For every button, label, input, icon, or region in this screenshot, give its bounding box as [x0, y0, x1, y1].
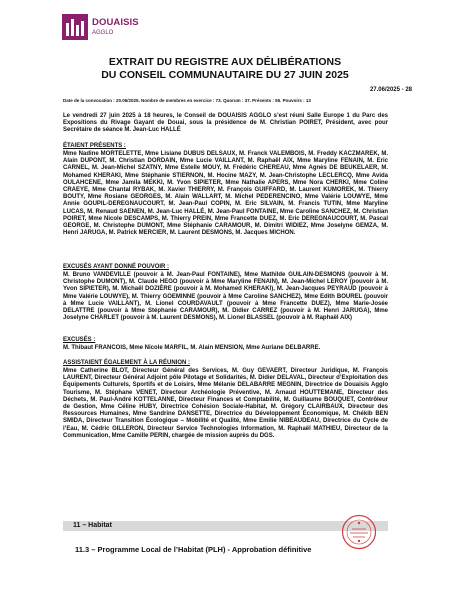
agenda-item-title: 11.3 – Programme Local de l’Habitat (PLH) - Approbation définitive	[75, 545, 312, 554]
excuses-list: M. Thibaut FRANCOIS, Mme Nicole MARFIL, M. Alain MENSION, Mme Auriane DELBARRE.	[63, 345, 321, 351]
meeting-info-line: Date de la convocation : 20.06/2025. Nombre de membres en exercice : 73. Quorum : 37. Présents : 55. Pouvoirs : 13	[63, 98, 311, 103]
douaisis-logo-icon	[62, 14, 88, 40]
intro-paragraph: Le vendredi 27 juin 2025 à 18 heures, le Conseil de DOUAISIS AGGLO s’est réuni Salle Europe 1 du Parc des Expositions du Rivage Gayant de Douai, sous la présidence de M. Christian POIRET, Président, avec pour Secrétaire de séance M. Jean-Luc HALLÉ	[63, 113, 388, 134]
assistaient-list: Mme Catherine BLOT, Directeur Général des Services, M. Guy GEVAERT, Directeur Juridique, M. François LAURENT, Directeur Général Adjoint pôle Pilotage et Solidarités, M. Didier DELAVAL, Directeur d’Exploitation des Équipements Culturels, Sportifs et de Loisirs, Mme Mélanie DELABARRE MEGNIN, Directrice de Douaisis Agglo Tourisme, M. Stéphane VENET, Directeur Archéologie Préventive, M. Arnaud HOUTTEMANE, Directeur des Déchets, M. Paul-André KOTTELANNE, Directeur Finances et Comptabilité, M. Guillaume BOUQUET, Contrôleur de Gestion, Mme Céline HUBY, Directrice Cohésion Sociale-Habitat, M. Grégory CLAIRBAUX, Directeur des Ressources Humaines, Mme Sandrine DANSETTE, Directrice du Développement Économique, M. Chékib BEN SMIDA, Directeur Transition Écologique – Mobilité et Qualité, Mme Emilie NIBEAUDEAU, Directrice du Cycle de l’Eau, M. Cédric GILLERON, Directeur Service Technologies Information, M. Raphaël MATHIEU, Directeur de la Communication, Mme Camille PERIN, chargée de mission auprès du DGS.	[63, 368, 388, 439]
douaisis-agglo-logo	[62, 14, 152, 48]
section-bar	[63, 521, 388, 531]
presents-heading: ÉTAIENT PRÉSENTS :	[63, 143, 126, 149]
document-title-line-2: DU CONSEIL COMMUNAUTAIRE DU 27 JUIN 2025	[101, 69, 349, 81]
logo-name: DOUAISIS	[92, 17, 139, 28]
logo-subtitle: AGGLO	[92, 30, 114, 36]
assistaient-heading: ASSISTAIENT ÉGALEMENT À LA RÉUNION :	[63, 360, 191, 366]
document-title-line-1: EXTRAIT DU REGISTRE AUX DÉLIBÉRATIONS	[108, 56, 342, 68]
section-bar-label: 11 – Habitat	[73, 522, 112, 529]
pouvoirs-list: M. Bruno VANDEVILLE (pouvoir à M. Jean-Paul FONTAINE), Mme Mathilde GUILAIN-DESMONS (pouvoir à M. Christophe DUMONT), M. Claude HEGO (pouvoir à Mme Maryline FENAIN), M. Jean-Michel LEROY (pouvoir à M. Yvon SIPIETER), M. Michaël DOZIÈRE (pouvoir à M. Mohamed KHERAKI), M. Jean-Jacques PEYRAUD (pouvoir à Mme Valérie LOUWYE), M. Thierry GOEMINNE (pouvoir à Mme Caroline SANCHEZ), Mme Edith BOUREL (pouvoir à Mme Lucie VAILLANT), M. Lionel COURDAVAULT (pouvoir à Mme Francette DUEZ), Mme Marie-Josée DELATTRE (pouvoir à Mme Stéphanie CARAMOUR), M. Didier CARREZ (pouvoir à M. Henri JARUGA), Mme Joselyne CHARLET (pouvoir à M. Laurent DESMONS), M. Lionel BLASSEL (pouvoir à M. Raphaël AIX)	[63, 272, 388, 322]
presents-list: Mme Nadine MORTELETTE, Mme Lisiane DUBUS DELSAUX, M. Franck VALEMBOIS, M. Freddy KACZMAREK, M. Alain DUPONT, M. Christian DORDAIN, Mme Lucie VAILLANT, M. Raphaël AIX, Mme Maryline FENAIN, M. Eric CARNEL, M. Jean-Michel SZATNY, Mme Estelle MOUY, M. Frédéric CHEREAU, Mme Agnès DE BEUKELAER, M. Mohamed KHERAKI, Mme Stéphanie STIERNON, M. Hocine MAZY, M. Jean-Christophe LECLERCQ, Mme Avida OULAHCENE, Mme Jamila MEKKI, M. Yvon SIPIETER, Mme Nathalie APERS, Mme Nora CHERKI, Mme Coline CRAEYE, Mme Chantal RYBAK, M. Xavier THIERRY, M. François GUIFFARD, M. Laurent KUMOREK, M. Thierry BOUTY, Mme Rosiane GEORGES, M. Alain WALLART, M. Michel PEDERENCINO, Mme Valérie LOUWYE, Mme Annie GOUPIL-DEREGNAUCOURT, M. Jean-Paul COPIN, M. Eric SILVAIN, M. Francis TUTIN, Mme Maryline LUCAS, M. Renaud SAENEN, M. Jean-Luc HALLÉ, M. Jean-Paul FONTAINE, Mme Caroline SANCHEZ, M. Christian POIRET, Mme Nicole DESCAMPS, M. Thierry PREIN, Mme Francette DUEZ, M. Eric DEREGNAUCOURT, M. Pascal GEORGE, M. Christophe DUMONT, Mme Stéphanie CARAMOUR, M. Dimitri WIDIEZ, Mme Joselyne GEMZA, M. Henri JARUGA, M. Patrick MERCIER, M. Laurent DESMONS, M. Jacques MICHON.	[63, 151, 388, 237]
official-stamp-icon	[341, 514, 377, 550]
pouvoirs-heading: EXCUSÉS AYANT DONNÉ POUVOIR :	[63, 264, 170, 270]
deliberation-reference: 27.06/2025 - 28	[369, 87, 412, 93]
excuses-heading: EXCUSÉS :	[63, 337, 96, 343]
